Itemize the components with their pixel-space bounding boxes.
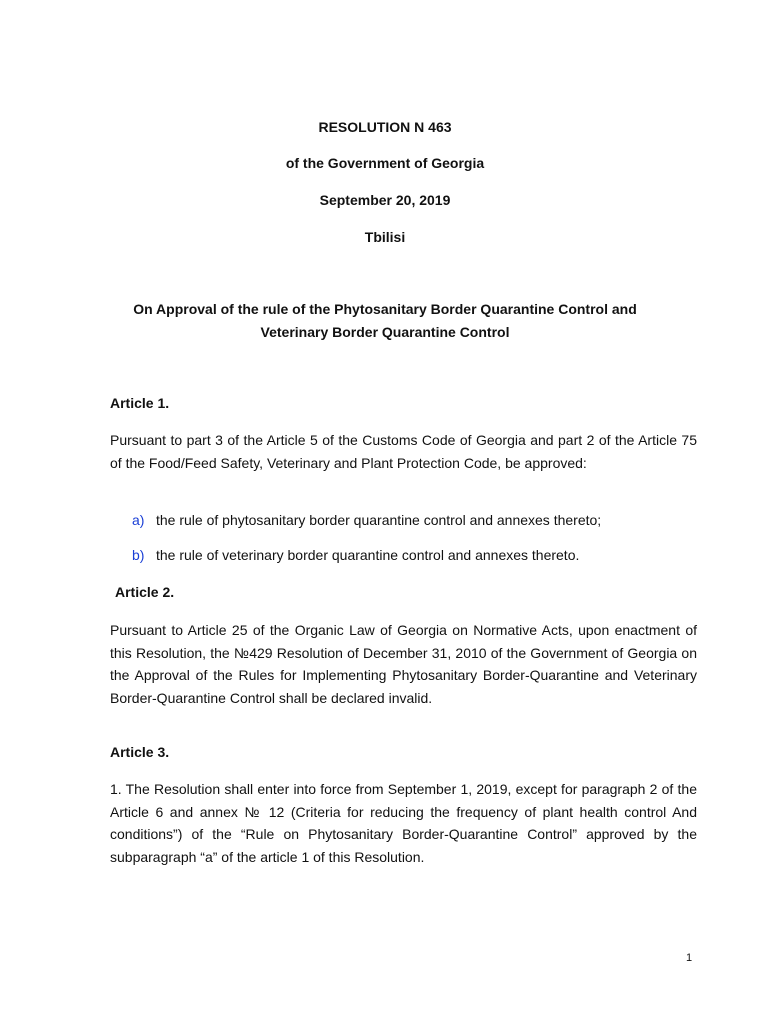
resolution-place: Tbilisi [364,229,406,245]
list-marker-a: a) [132,512,145,528]
article-3-text: 1. The Resolution shall enter into force from September 1, 2019, except for paragraph 2 of the Article 6 and annex № 12 (Criteria for reducing the frequency of plant health control And conditions”) of the “Rule on Phytosanitary Border-Quarantine Control” approved by the subparagraph “a” of the article 1 of this Resolution. [110,781,697,865]
issuer: of the Government of Georgia [285,155,485,171]
article-1-item-b [132,547,692,563]
article-2-text: Pursuant to Article 25 of the Organic Law of Georgia on Normative Acts, upon enactment of this Resolution, the №429 Resolution of December 31, 2010 of the Government of Georgia on the Approval of the Rules for Implementing Phytosanitary Border-Quarantine and Veterinary Border-Quarantine Control shall be declared invalid. [110,622,697,706]
list-item-text-b: the rule of veterinary border quarantine control and annexes thereto. [156,547,580,563]
article-2-heading: Article 2. [115,584,175,600]
article-1-item-a [132,512,692,528]
article-3-heading: Article 3. [110,744,170,760]
resolution-date: September 20, 2019 [319,192,451,208]
page-number: 1 [686,952,693,964]
article-1-heading: Article 1. [110,395,170,411]
subject-line-2: Veterinary Border Quarantine Control [260,324,510,340]
resolution-number: RESOLUTION N 463 [318,119,452,135]
list-item-text-a: the rule of phytosanitary border quarantine control and annexes thereto; [156,512,602,528]
resolution-subject [100,298,670,344]
list-marker-b: b) [132,547,145,563]
subject-line-1: On Approval of the rule of the Phytosanitary Border Quarantine Control and [133,301,637,317]
article-1-text: Pursuant to part 3 of the Article 5 of the Customs Code of Georgia and part 2 of the Article 75 of the Food/Feed Safety, Veterinary and Plant Protection Code, be approved: [110,432,697,471]
